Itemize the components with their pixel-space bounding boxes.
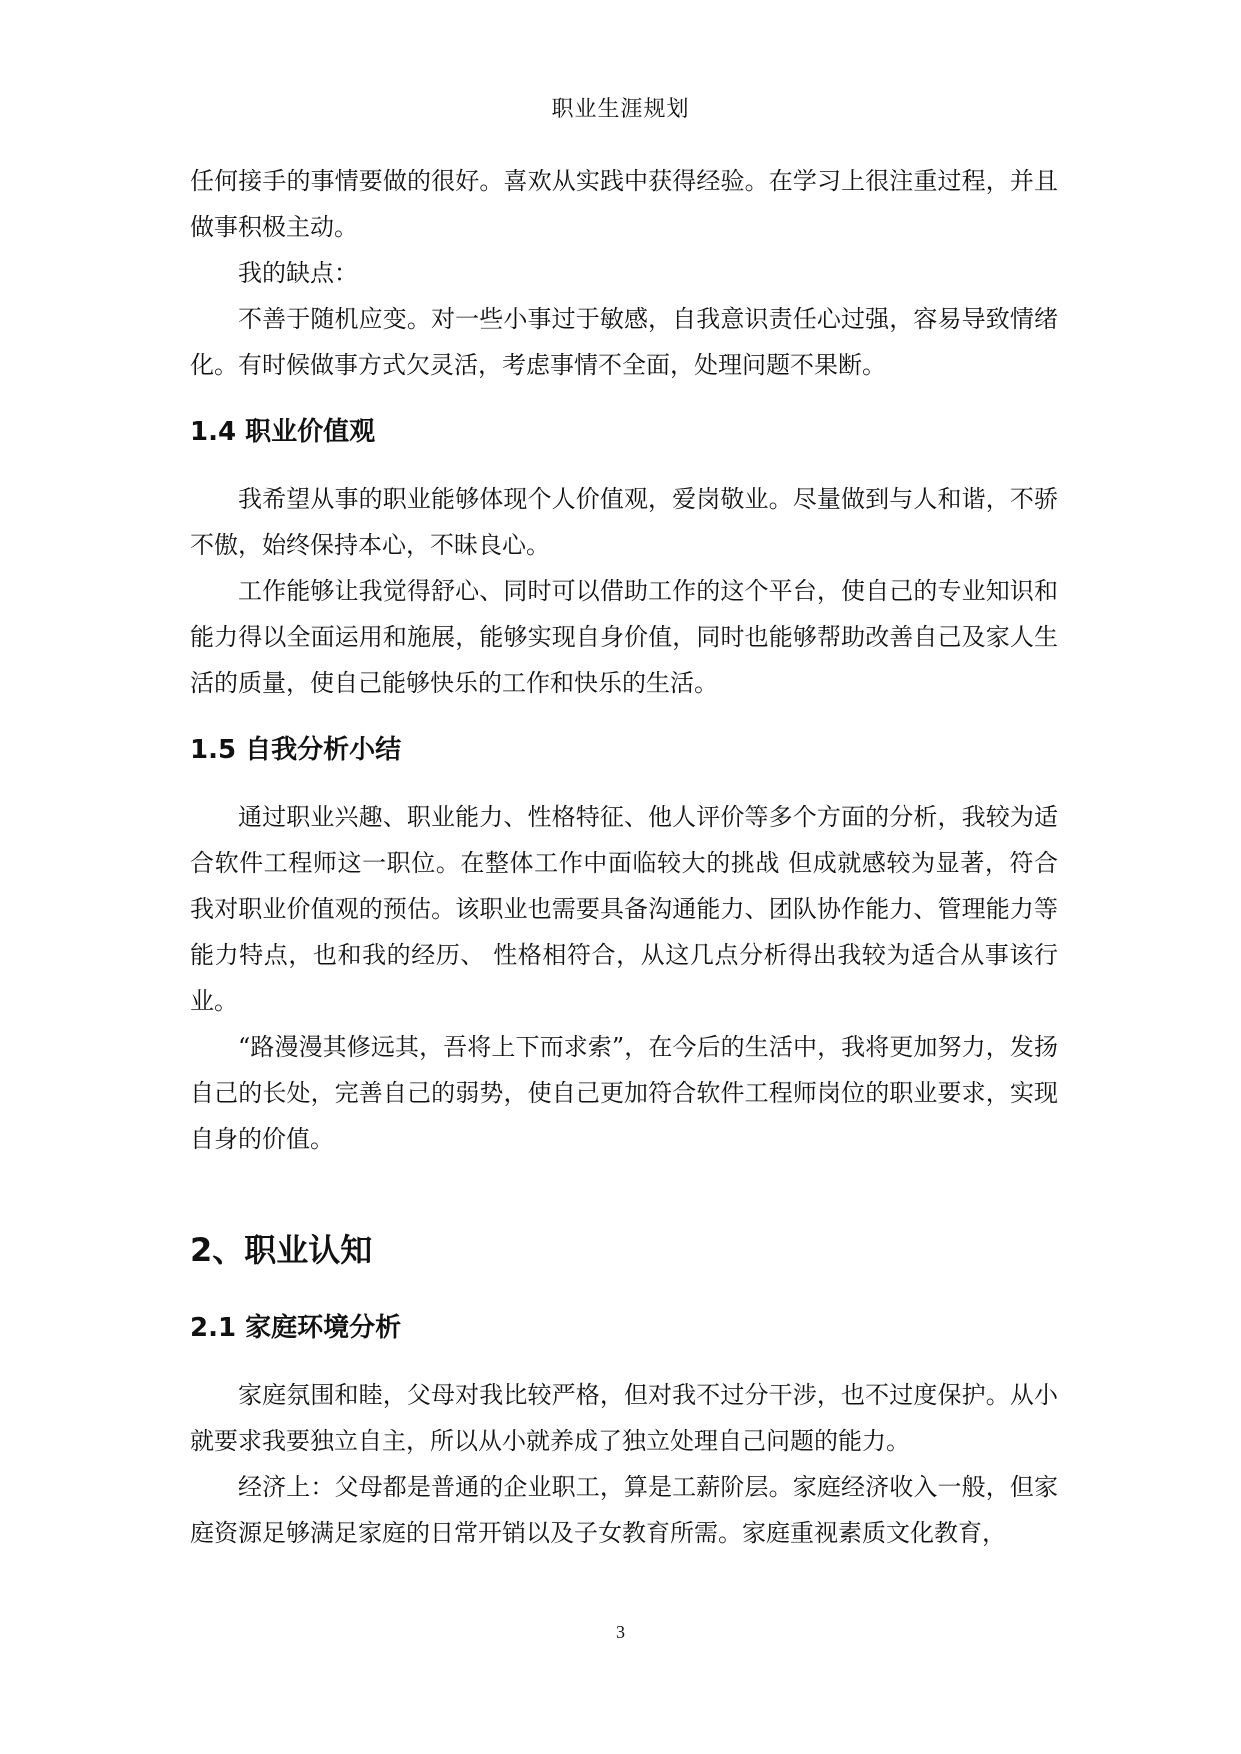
running-header: 职业生涯规划 (551, 97, 690, 122)
paragraph: “路漫漫其修远其，吾将上下而求索”，在今后的生活中，我将更加努力，发扬自己的长处，完善自己的弱势，使自己更加符合软件工程师岗位的职业要求，实现自身的价值。 (190, 1033, 1058, 1153)
paragraph: 任何接手的事情要做的很好。喜欢从实践中获得经验。在学习上很注重过程，并且做事积极主动。 (190, 167, 1058, 241)
paragraph: 经济上：父母都是普通的企业职工，算是工薪阶层。家庭经济收入一般，但家庭资源足够满足家庭的日常开销以及子女教育所需。家庭重视素质文化教育， (190, 1473, 1058, 1547)
paragraph: 通过职业兴趣、职业能力、性格特征、他人评价等多个方面的分析，我较为适合软件工程师这一职位。在整体工作中面临较大的挑战 但成就感较为显著，符合我对职业价值观的预估。该职业也需要具备沟通能力、团队协作能力、管理能力等能力特点，也和我的经历、 性格相符合，从这几点分析得出我较为适合从事该行业。 (190, 803, 1058, 1015)
paragraph: 不善于随机应变。对一些小事过于敏感，自我意识责任心过强，容易导致情绪化。有时候做事方式欠灵活，考虑事情不全面，处理问题不果断。 (190, 305, 1058, 379)
page-content (190, 158, 1058, 1556)
chapter-heading-2: 2、职业认知 (190, 1231, 373, 1269)
weakness-label: 我的缺点： (238, 259, 358, 287)
section-heading-1-5: 1.5 自我分析小结 (190, 735, 402, 765)
paragraph: 家庭氛围和睦，父母对我比较严格，但对我不过分干涉，也不过度保护。从小就要求我要独立自主，所以从小就养成了独立处理自己问题的能力。 (190, 1381, 1058, 1455)
paragraph: 我希望从事的职业能够体现个人价值观，爱岗敬业。尽量做到与人和谐，不骄不傲，始终保持本心，不昧良心。 (190, 485, 1058, 559)
page-number: 3 (616, 1622, 625, 1642)
section-heading-1-4: 1.4 职业价值观 (190, 417, 376, 447)
section-heading-2-1: 2.1 家庭环境分析 (190, 1313, 402, 1343)
paragraph: 工作能够让我觉得舒心、同时可以借助工作的这个平台，使自己的专业知识和能力得以全面运用和施展，能够实现自身价值，同时也能够帮助改善自己及家人生活的质量，使自己能够快乐的工作和快乐的生活。 (190, 577, 1058, 697)
